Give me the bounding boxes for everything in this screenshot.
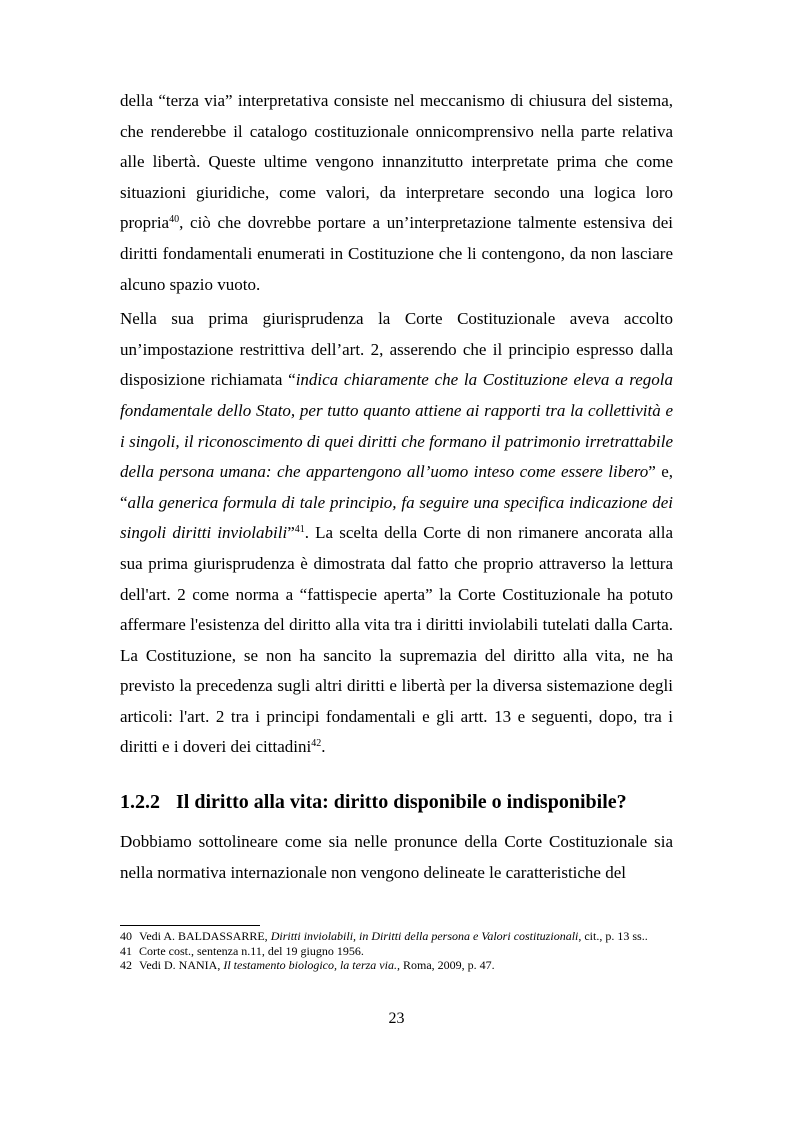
footnote-text: Vedi D. NANIA, bbox=[139, 958, 224, 973]
paragraph-2-quote-2: alla generica formula di tale principio, fa seguire una specifica indicazione dei singoli diritti inviolabili bbox=[120, 492, 673, 543]
section-heading bbox=[120, 779, 673, 825]
footnote-italic-text: Diritti inviolabili, in Diritti della persona e Valori costituzionali bbox=[270, 929, 579, 943]
footnote-number: 42 bbox=[120, 958, 132, 973]
section-number: 1.2.2 bbox=[120, 791, 160, 814]
paragraph-3: Dobbiamo sottolineare come sia nelle pronunce della Corte Costituzionale sia nella normativa internazionale non vengono delineate le caratteristiche del bbox=[120, 832, 673, 882]
footnote-ref-40[interactable]: 40 bbox=[169, 214, 180, 226]
paragraph-2-text-e: . bbox=[321, 737, 326, 757]
footnotes bbox=[120, 929, 673, 973]
paragraph-1-text-a: della “terza via” interpretativa consiste nel meccanismo di chiusura del sistema, che renderebbe il catalogo costituzionale onnicomprensivo nella parte relativa alle libertà. Queste ultime vengono innanzitutto interpretate prima che come situazioni giuridiche, come valori, da interpretare secondo una logica loro propria bbox=[120, 91, 673, 233]
paragraph-2-text-d: . La scelta della Corte di non rimanere ancorata alla sua prima giurisprudenza è dimostrata dal fatto che proprio attraverso la lettura dell'art. 2 come norma a “fattispecie aperta” la Corte Costituzionale ha potuto affermare l'esistenza del diritto alla vita tra i diritti inviolabili tutelati dalla Carta. La Costituzione, se non ha sancito la supremazia del diritto alla vita, ne ha previsto la precedenza sugli altri diritti e libertà per la diversa sistemazione degli articoli: l'art. 2 tra i principi fondamentali e gli artt. 13 e seguenti, dopo, tra i diritti e i doveri dei cittadini bbox=[120, 523, 673, 757]
paragraph-2-text-b: ” e, “ bbox=[120, 462, 674, 512]
footnote-number: 40 bbox=[120, 929, 132, 943]
paragraph-2-quote-1: indica chiaramente che la Costituzione eleva a regola fondamentale dello Stato, per tutto quanto attiene ai rapporti tra la collettività e i singoli, il riconoscimento di quei diritti che formano il patrimonio irretrattabile della persona umana: che appartengono all’uomo inteso come essere libero bbox=[120, 370, 673, 482]
footnote-40 bbox=[120, 929, 673, 944]
footnote-number: 41 bbox=[120, 943, 132, 958]
footnote-42 bbox=[120, 958, 673, 973]
footnote-text-tail: Roma, 2009, p. 47. bbox=[399, 958, 495, 973]
paragraph-2 bbox=[120, 304, 673, 763]
page-body bbox=[120, 86, 673, 888]
footnote-text-tail: , cit., p. 13 ss.. bbox=[578, 929, 648, 943]
footnote-ref-41[interactable]: 41 bbox=[294, 524, 305, 536]
paragraph-1-text-b: , ciò che dovrebbe portare a un’interpretazione talmente estensiva dei diritti fondamentali enumerati in Costituzione che li contengono, da non lasciare alcuno spazio vuoto. bbox=[120, 213, 673, 294]
footnote-italic-text: Il testamento biologico, la terza via., bbox=[223, 958, 400, 973]
paragraph-2-text-a: Nella sua prima giurisprudenza la Corte Costituzionale aveva accolto un’impostazione restrittiva dell’art. 2, asserendo che il principio espresso dalla disposizione richiamata “ bbox=[120, 309, 673, 390]
paragraph-2-text-c: ” bbox=[287, 523, 295, 543]
footnote-ref-42[interactable]: 42 bbox=[311, 738, 322, 750]
footnote-text: Vedi A. BALDASSARRE, bbox=[139, 929, 271, 943]
footnote-separator bbox=[120, 925, 260, 926]
footnote-41 bbox=[120, 944, 673, 959]
page-number: 23 bbox=[388, 1010, 405, 1027]
section-title: Il diritto alla vita: diritto disponibile o indisponibile? bbox=[176, 791, 627, 814]
footnote-text: Corte cost., sentenza n.11, del 19 giugno 1956. bbox=[139, 943, 364, 958]
paragraph-1 bbox=[120, 86, 673, 300]
